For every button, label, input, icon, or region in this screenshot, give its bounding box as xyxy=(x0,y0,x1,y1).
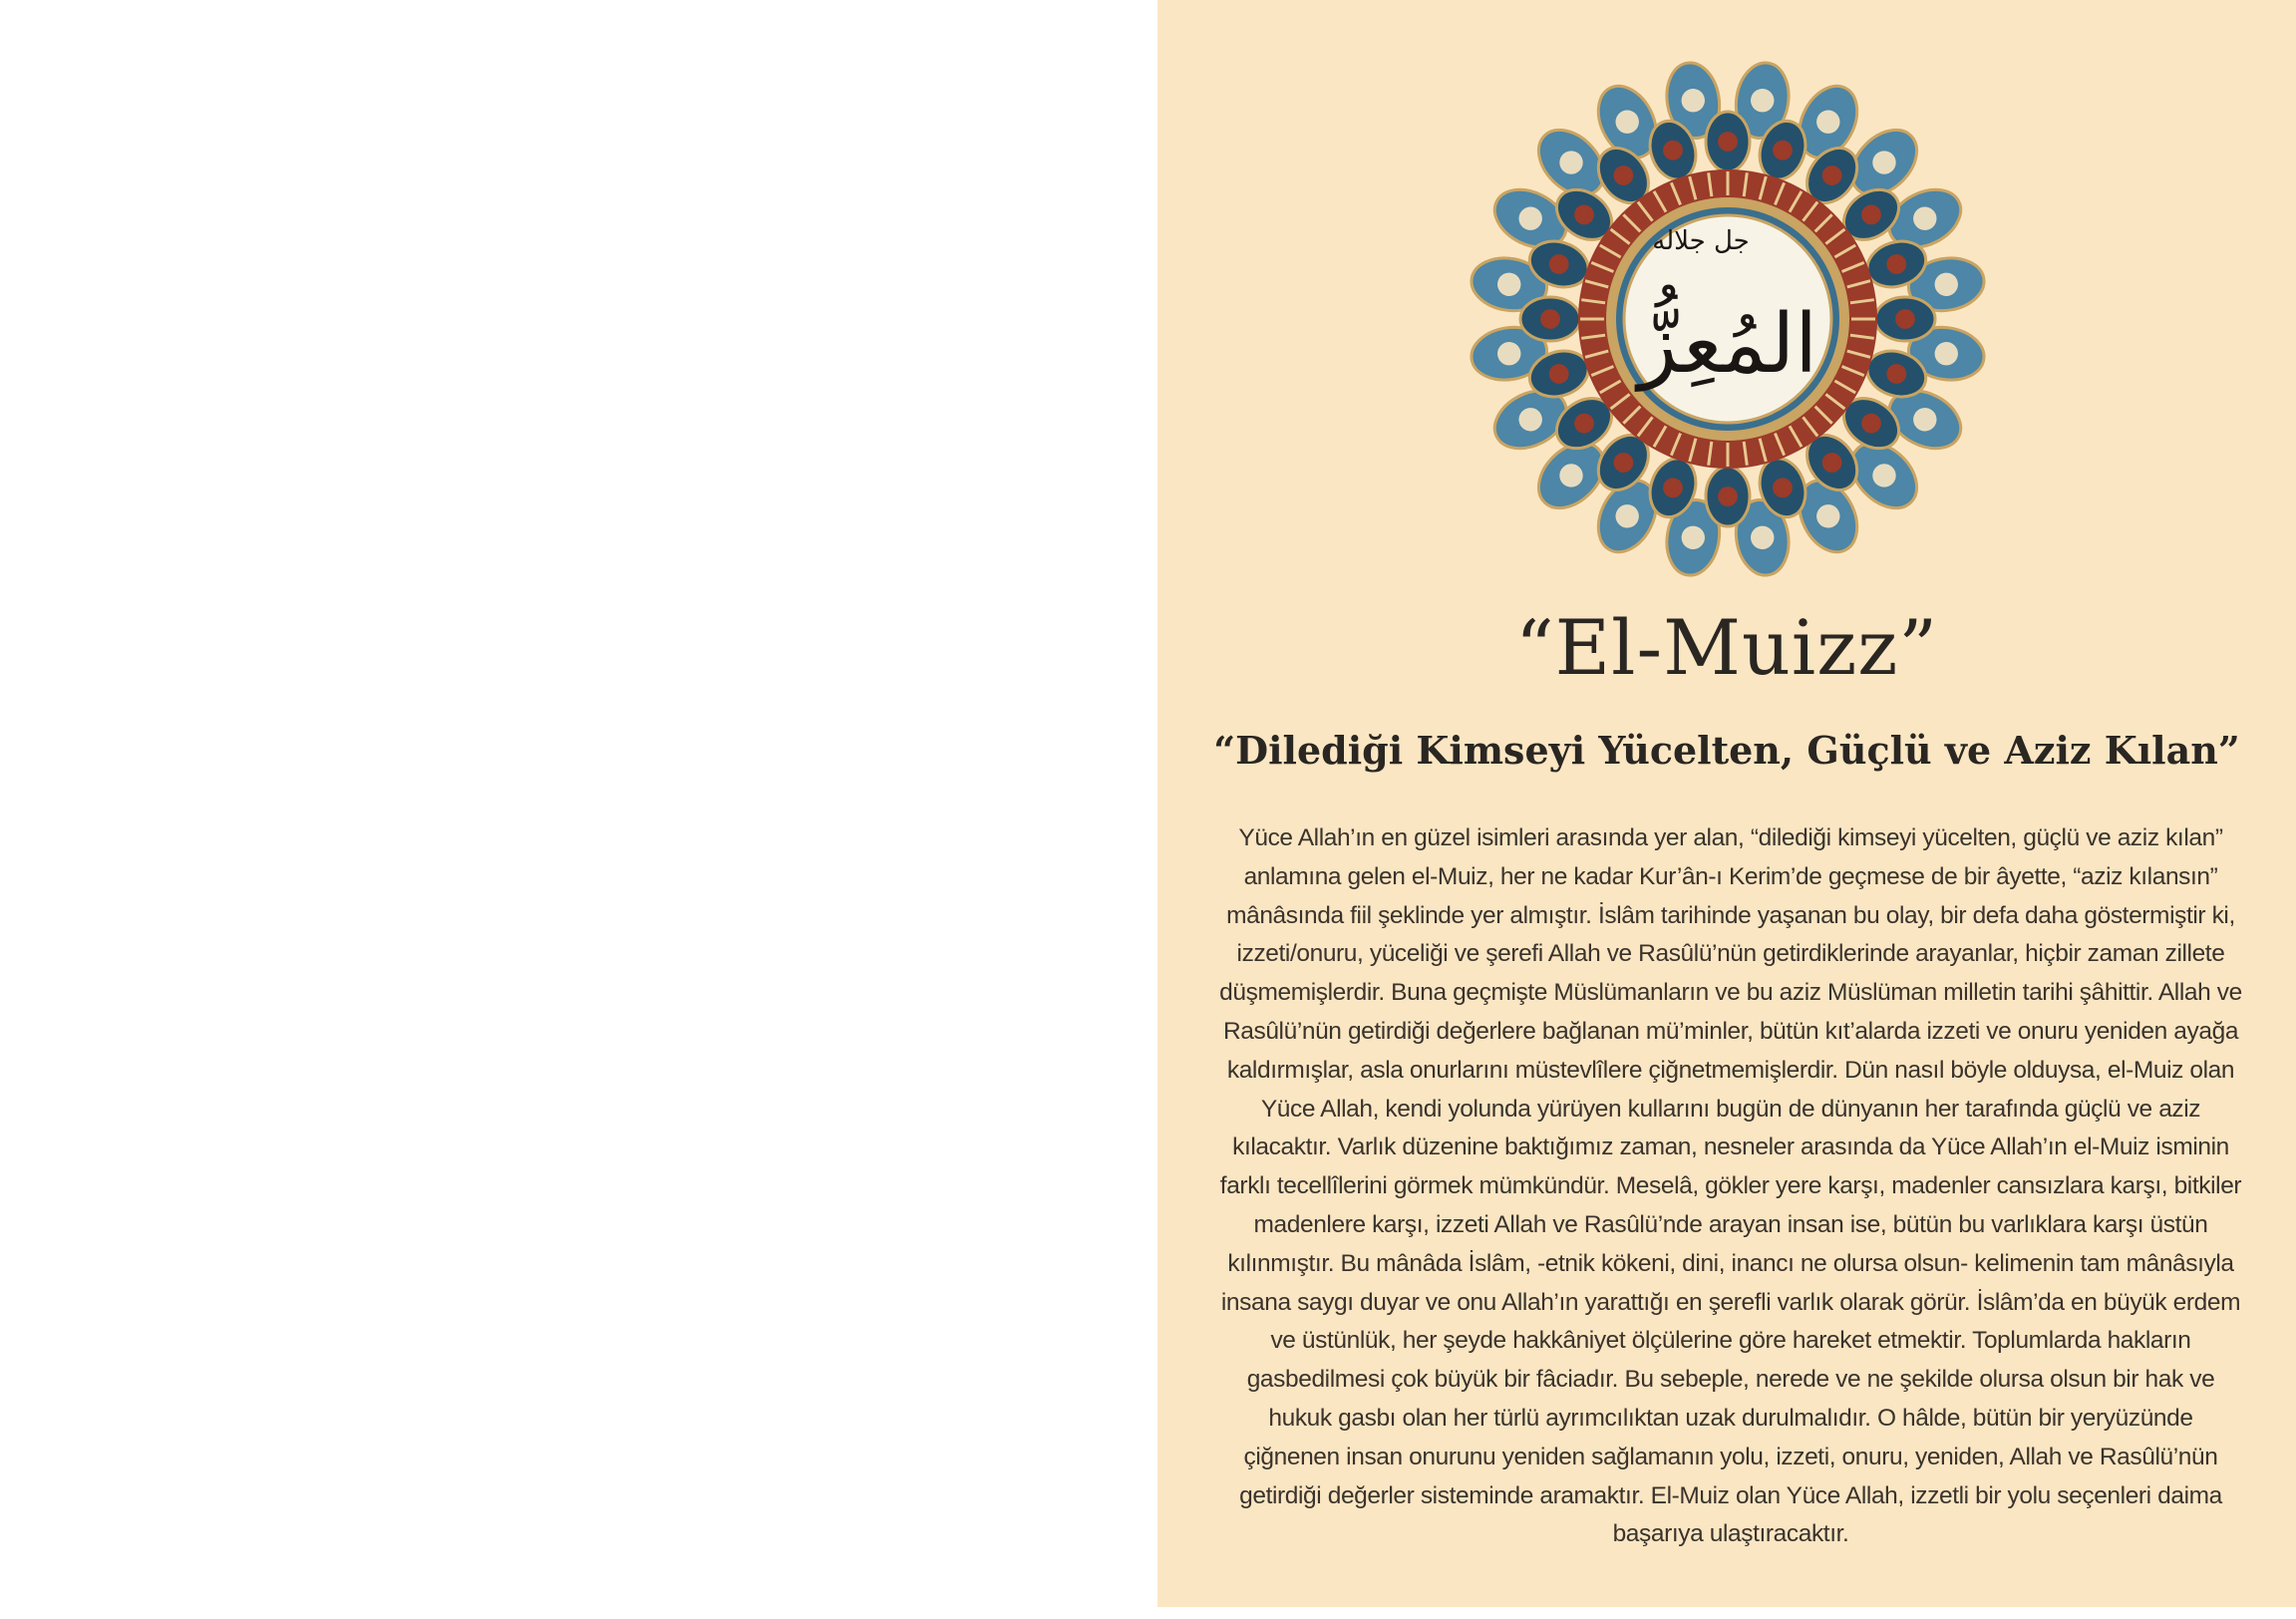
page-subtitle: “Dilediği Kimseyi Yücelten, Güçlü ve Aziz Kılan” xyxy=(1213,728,2240,773)
calligraphy-el-muizz: المُعِزُّ xyxy=(1638,297,1817,392)
medallion-petal xyxy=(1706,467,1750,526)
medallion-petal xyxy=(1520,297,1580,341)
page-title: “El-Muizz” xyxy=(1514,603,1939,692)
body-paragraph: Yüce Allah’ın en güzel isimleri arasında yer alan, “dilediği kimseyi yücelten, güçlü ve aziz kılan” anlamına gelen el-Muiz, her ne kadar Kur’ân-ı Kerim’de geçmese de bir âyette, “aziz kılansın” mânâsında fiil şeklinde yer almıştır. İslâm tarihinde yaşanan bu olay, bir defa daha göstermiştir ki, izzeti/onuru, yüceliği ve şerefi Allah ve Rasûlü’nün getirdiklerinde arayanlar, hiçbir zaman zillete düşmemişlerdir. Buna geçmişte Müslümanların ve bu aziz Müslüman milletin tarihi şâhittir. Allah ve Rasûlü’nün getirdiği değerlere bağlanan mü’minler, bütün kıt’alarda izzeti ve onuru yeniden ayağa kaldırmışlar, asla onurlarını müstevlîlere çiğnetmemişlerdir. Dün nasıl böyle olduysa, el-Muiz olan Yüce Allah, kendi yolunda yürüyen kullarını bugün de dünyanın her tarafında güçlü ve aziz kılacaktır. Varlık düzenine baktığımız zaman, nesneler arasında da Yüce Allah’ın el-Muiz isminin farklı tecellîlerini görmek mümkündür. Meselâ, gökler yere karşı, madenler cansızlara karşı, bitkiler madenlere karşı, izzeti Allah ve Rasûlü’nde arayan insan ise, bütün bu varlıklara karşı üstün kılınmıştır. Bu mânâda İslâm, -etnik kökeni, dini, inancı ne olursa olsun- kelimenin tam mânâsıyla insana saygı duyar ve onu Allah’ın yarattığı en şerefli varlık olarak görür. İslâm’da en büyük erdem ve üstünlük, her şeyde hakkâniyet ölçülerine göre hareket etmektir. Toplumlarda hakların gasbedilmesi çok büyük bir fâciadır. Bu sebeple, nerede ve ne şekilde olursa olsun bir hak ve hukuk gasbı olan her türlü ayrımcılıktan uzak durulmalıdır. O hâlde, bütün bir yeryüzünde çiğnenen insan onurunu yeniden sağlamanın yolu, izzeti, onuru, yeniden, Allah ve Rasûlü’nün getirdiği değerler sisteminde aramaktır. El-Muiz olan Yüce Allah, izzetli bir yolu seçenleri daima başarıya ulaştıracaktır. xyxy=(1219,824,2242,1548)
islamic-medallion-ornament xyxy=(1464,55,1992,583)
calligraphy-small: جل جلاله xyxy=(1652,226,1750,256)
medallion-petal xyxy=(1875,297,1935,341)
medallion-petal xyxy=(1706,112,1750,171)
